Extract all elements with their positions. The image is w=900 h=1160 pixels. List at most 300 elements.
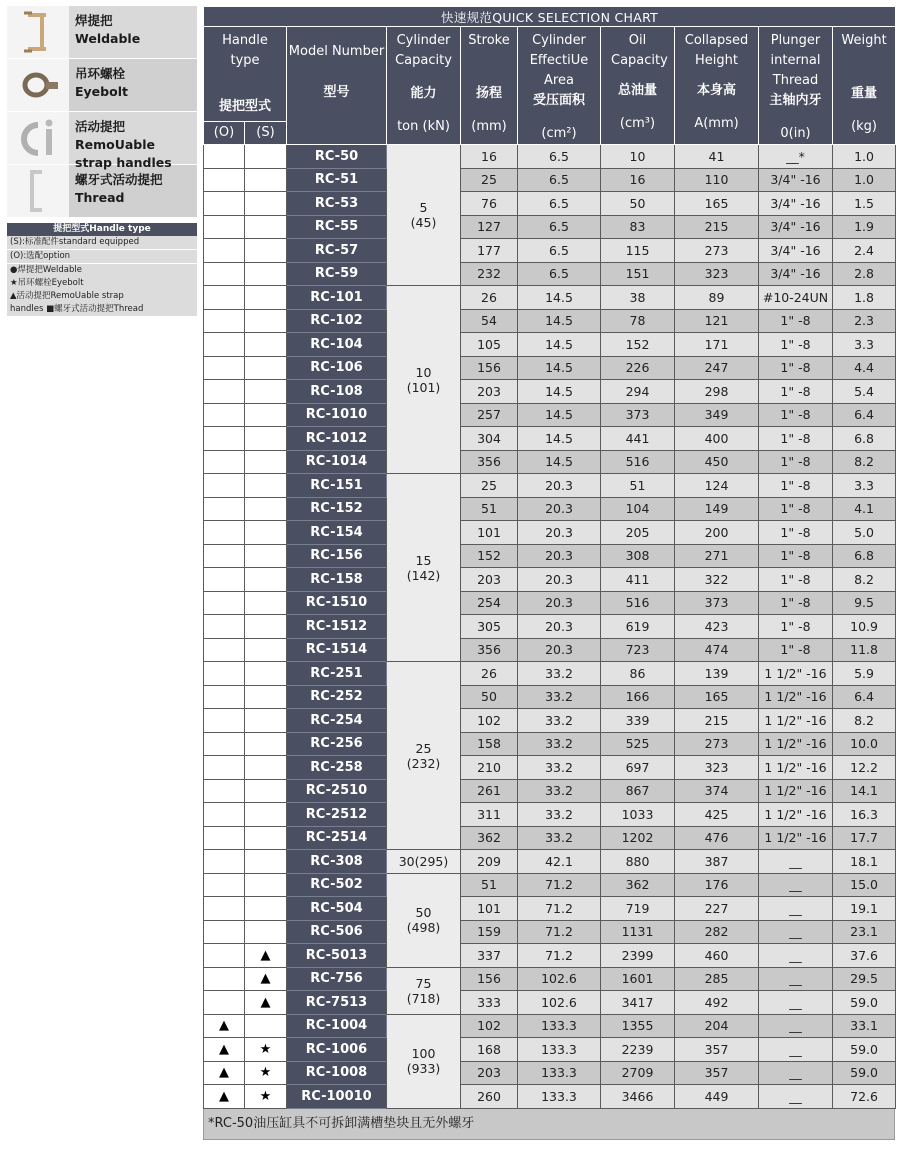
stroke-cell: 152 [461,544,518,568]
model-number-cell: RC-7513 [287,991,387,1015]
header-height-unit: A(mm) [694,116,739,131]
collapsed-height-cell: 176 [675,873,759,897]
weight-cell: 37.6 [833,944,896,968]
collapsed-height-cell: 110 [675,168,759,192]
oil-capacity-cell: 362 [601,873,675,897]
capacity-cell [387,286,461,474]
legend-item-weldable [7,6,197,58]
weight-cell: 8.2 [833,709,896,733]
handle-option-cell [204,262,245,286]
header-plunger-en: Plunger internal Thread [770,33,821,88]
area-cell: 33.2 [518,732,601,756]
handle-standard-cell [245,333,287,357]
oil-capacity-cell: 339 [601,709,675,733]
legend-zh: 焊提把 [75,13,113,28]
header-plunger [759,27,833,145]
legend-en: RemoUable [75,137,156,152]
handle-option-cell: ▲ [204,1085,245,1109]
stroke-cell: 16 [461,145,518,169]
collapsed-height-cell: 400 [675,427,759,451]
model-number-cell: RC-59 [287,262,387,286]
model-number-cell: RC-152 [287,497,387,521]
plunger-thread-cell: __ [759,1085,833,1109]
area-cell: 33.2 [518,826,601,850]
area-cell: 20.3 [518,497,601,521]
collapsed-height-cell: 121 [675,309,759,333]
area-cell: 6.5 [518,145,601,169]
plunger-thread-cell: 1" -8 [759,474,833,498]
area-cell: 14.5 [518,286,601,310]
header-area-en: Cylinder EffectiUe Area [529,33,589,88]
model-number-cell: RC-108 [287,380,387,404]
model-number-cell: RC-154 [287,521,387,545]
table-row [204,309,896,333]
stroke-cell: 254 [461,591,518,615]
handle-option-cell [204,309,245,333]
handle-option-cell [204,192,245,216]
plunger-thread-cell: 1" -8 [759,615,833,639]
weight-cell: 8.2 [833,568,896,592]
weight-cell: 8.2 [833,450,896,474]
area-cell: 20.3 [518,638,601,662]
table-row [204,873,896,897]
area-cell: 6.5 [518,215,601,239]
plunger-thread-cell: 3/4" -16 [759,239,833,263]
handle-option-cell [204,239,245,263]
stroke-cell: 50 [461,685,518,709]
header-capacity-zh: 能力 [410,86,437,101]
plunger-thread-cell: 1 1/2" -16 [759,779,833,803]
weight-cell: 15.0 [833,873,896,897]
model-number-cell: RC-5013 [287,944,387,968]
weight-cell: 4.4 [833,356,896,380]
handle-standard-cell [245,380,287,404]
header-model [287,27,387,145]
collapsed-height-cell: 373 [675,591,759,615]
handle-standard-cell [245,732,287,756]
oil-capacity-cell: 867 [601,779,675,803]
area-cell: 14.5 [518,450,601,474]
weight-cell: 72.6 [833,1085,896,1109]
collapsed-height-cell: 460 [675,944,759,968]
handle-standard-cell [245,662,287,686]
collapsed-height-cell: 349 [675,403,759,427]
model-number-cell: RC-1008 [287,1061,387,1085]
stroke-cell: 25 [461,168,518,192]
key-line: ▲活动提把RemoUable strap [7,290,197,303]
collapsed-height-cell: 273 [675,239,759,263]
stroke-cell: 101 [461,521,518,545]
area-cell: 71.2 [518,873,601,897]
header-capacity-unit: ton (kN) [397,119,450,134]
header-capacity [387,27,461,145]
plunger-thread-cell: 1" -8 [759,544,833,568]
collapsed-height-cell: 215 [675,215,759,239]
collapsed-height-cell: 323 [675,756,759,780]
handle-option-cell [204,427,245,451]
collapsed-height-cell: 282 [675,920,759,944]
stroke-cell: 257 [461,403,518,427]
table-row [204,544,896,568]
weight-cell: 1.5 [833,192,896,216]
capacity-kn: (101) [406,379,441,395]
stroke-cell: 105 [461,333,518,357]
area-cell: 102.6 [518,991,601,1015]
handle-standard-cell [245,356,287,380]
model-number-cell: RC-1014 [287,450,387,474]
stroke-cell: 127 [461,215,518,239]
table-row [204,380,896,404]
oil-capacity-cell: 1355 [601,1014,675,1038]
oil-capacity-cell: 83 [601,215,675,239]
capacity-cell [387,850,461,874]
collapsed-height-cell: 247 [675,356,759,380]
handle-standard-cell: ▲ [245,967,287,991]
handle-standard-cell [245,638,287,662]
handle-option-cell [204,544,245,568]
header-capacity-en: Cylinder Capacity [395,33,452,68]
table-row [204,756,896,780]
area-cell: 20.3 [518,615,601,639]
model-number-cell: RC-106 [287,356,387,380]
oil-capacity-cell: 1033 [601,803,675,827]
oil-capacity-cell: 1601 [601,967,675,991]
model-number-cell: RC-502 [287,873,387,897]
handle-standard-cell [245,709,287,733]
collapsed-height-cell: 374 [675,779,759,803]
handle-standard-cell [245,826,287,850]
collapsed-height-cell: 89 [675,286,759,310]
header-oil-zh: 总油量 [617,83,657,98]
model-number-cell: RC-2512 [287,803,387,827]
model-number-cell: RC-1006 [287,1038,387,1062]
handle-option-cell: ▲ [204,1014,245,1038]
model-number-cell: RC-1510 [287,591,387,615]
capacity-ton: 10 [415,364,432,380]
table-row [204,403,896,427]
header-stroke [461,27,518,145]
plunger-thread-cell: 3/4" -16 [759,192,833,216]
handle-standard-cell [245,450,287,474]
collapsed-height-cell: 139 [675,662,759,686]
collapsed-height-cell: 124 [675,474,759,498]
handle-standard-cell [245,568,287,592]
collapsed-height-cell: 387 [675,850,759,874]
table-row [204,803,896,827]
stroke-cell: 76 [461,192,518,216]
table-row [204,1085,896,1109]
area-cell: 6.5 [518,192,601,216]
table-row [204,732,896,756]
plunger-thread-cell: 1" -8 [759,427,833,451]
weight-cell: 29.5 [833,967,896,991]
table-row [204,615,896,639]
handle-option-cell [204,662,245,686]
plunger-thread-cell: __ [759,873,833,897]
header-handle-s: (S) [245,122,287,145]
capacity-ton: 75 [415,975,432,991]
header-handle-en: Handle type [222,33,268,68]
collapsed-height-cell: 425 [675,803,759,827]
oil-capacity-cell: 2239 [601,1038,675,1062]
handle-standard-cell: ★ [245,1038,287,1062]
weight-cell: 5.4 [833,380,896,404]
capacity-cell [387,662,461,850]
model-number-cell: RC-258 [287,756,387,780]
model-number-cell: RC-504 [287,897,387,921]
stroke-cell: 311 [461,803,518,827]
oil-capacity-cell: 166 [601,685,675,709]
weight-cell: 1.9 [833,215,896,239]
header-height-en: Collapsed Height [684,33,749,68]
oil-capacity-cell: 3466 [601,1085,675,1109]
oil-capacity-cell: 86 [601,662,675,686]
capacity-ton: 30(295) [398,853,449,869]
handle-option-cell [204,803,245,827]
model-number-cell: RC-308 [287,850,387,874]
handle-standard-cell [245,779,287,803]
handle-standard-cell: ▲ [245,944,287,968]
collapsed-height-cell: 200 [675,521,759,545]
handle-type-key-title: 提把型式Handle type [7,223,197,236]
area-cell: 14.5 [518,427,601,451]
plunger-thread-cell: 1" -8 [759,356,833,380]
oil-capacity-cell: 3417 [601,991,675,1015]
handle-option-cell [204,944,245,968]
area-cell: 133.3 [518,1038,601,1062]
collapsed-height-cell: 149 [675,497,759,521]
key-line: (S):标准配件standard equipped [7,236,197,250]
quick-selection-chart [203,6,895,1140]
plunger-thread-cell: 1" -8 [759,380,833,404]
plunger-thread-cell: 1" -8 [759,333,833,357]
table-row [204,1038,896,1062]
collapsed-height-cell: 165 [675,685,759,709]
collapsed-height-cell: 357 [675,1038,759,1062]
plunger-thread-cell: 1 1/2" -16 [759,803,833,827]
handle-standard-cell [245,1014,287,1038]
area-cell: 71.2 [518,897,601,921]
plunger-thread-cell: 1" -8 [759,521,833,545]
handle-standard-cell: ▲ [245,991,287,1015]
oil-capacity-cell: 308 [601,544,675,568]
oil-capacity-cell: 50 [601,192,675,216]
handle-option-cell [204,615,245,639]
area-cell: 20.3 [518,591,601,615]
table-row [204,215,896,239]
key-line: ★吊环螺栓Eyebolt [7,277,197,290]
stroke-cell: 305 [461,615,518,639]
weight-cell: 5.9 [833,662,896,686]
handle-option-cell [204,450,245,474]
table-row [204,239,896,263]
stroke-cell: 102 [461,1014,518,1038]
header-stroke-zh: 扬程 [475,86,502,101]
model-number-cell: RC-50 [287,145,387,169]
handle-option-cell [204,709,245,733]
model-number-cell: RC-1512 [287,615,387,639]
handle-option-cell [204,920,245,944]
handle-option-cell [204,685,245,709]
area-cell: 6.5 [518,239,601,263]
weight-cell: 3.3 [833,333,896,357]
table-row [204,192,896,216]
collapsed-height-cell: 476 [675,826,759,850]
area-cell: 71.2 [518,920,601,944]
area-cell: 133.3 [518,1014,601,1038]
oil-capacity-cell: 78 [601,309,675,333]
weight-cell: 12.2 [833,756,896,780]
plunger-thread-cell: 3/4" -16 [759,262,833,286]
stroke-cell: 101 [461,897,518,921]
weight-cell: 59.0 [833,1061,896,1085]
weight-cell: 11.8 [833,638,896,662]
handle-option-cell [204,732,245,756]
capacity-kn: (718) [406,990,441,1006]
capacity-cell [387,474,461,662]
handle-option-cell [204,521,245,545]
model-number-cell: RC-51 [287,168,387,192]
handle-standard-cell: ★ [245,1085,287,1109]
table-row [204,662,896,686]
handle-option-cell [204,380,245,404]
legend-en2: strap handles [75,155,172,170]
handle-option-cell [204,873,245,897]
plunger-thread-cell: 1" -8 [759,450,833,474]
legend-item-strap [7,112,197,170]
collapsed-height-cell: 271 [675,544,759,568]
collapsed-height-cell: 41 [675,145,759,169]
capacity-ton: 15 [415,552,432,568]
collapsed-height-cell: 450 [675,450,759,474]
area-cell: 42.1 [518,850,601,874]
model-number-cell: RC-1004 [287,1014,387,1038]
capacity-cell [387,967,461,1014]
handle-standard-cell [245,427,287,451]
handle-option-cell [204,286,245,310]
handle-option-cell [204,638,245,662]
collapsed-height-cell: 449 [675,1085,759,1109]
table-row [204,591,896,615]
weight-cell: 6.8 [833,427,896,451]
oil-capacity-cell: 38 [601,286,675,310]
stroke-cell: 337 [461,944,518,968]
plunger-thread-cell: __ [759,850,833,874]
plunger-thread-cell: 1" -8 [759,403,833,427]
handle-standard-cell [245,544,287,568]
header-handle-zh: 提把型式 [218,99,271,114]
capacity-kn: (142) [406,567,441,583]
key-line: handles ■螺牙式活动提把Thread [7,303,197,317]
table-row [204,168,896,192]
table-row [204,897,896,921]
model-number-cell: RC-55 [287,215,387,239]
model-number-cell: RC-53 [287,192,387,216]
header-plunger-zh: 主轴内牙 [769,93,822,108]
handle-standard-cell [245,497,287,521]
capacity-kn: (232) [406,755,441,771]
table-row [204,427,896,451]
handle-standard-cell [245,803,287,827]
stroke-cell: 156 [461,967,518,991]
oil-capacity-cell: 880 [601,850,675,874]
plunger-thread-cell: __ [759,1038,833,1062]
model-number-cell: RC-756 [287,967,387,991]
area-cell: 33.2 [518,709,601,733]
weight-cell: 59.0 [833,1038,896,1062]
collapsed-height-cell: 474 [675,638,759,662]
plunger-thread-cell: __ [759,944,833,968]
header-weight [833,27,896,145]
stroke-cell: 54 [461,309,518,333]
legend-en: Weldable [75,31,141,46]
oil-capacity-cell: 104 [601,497,675,521]
legend-zh: 吊环螺栓 [75,66,126,81]
key-line: (O):选配option [7,250,197,264]
table-row [204,685,896,709]
handle-standard-cell [245,591,287,615]
stroke-cell: 25 [461,474,518,498]
handle-option-cell [204,145,245,169]
stroke-cell: 203 [461,380,518,404]
area-cell: 71.2 [518,944,601,968]
capacity-ton: 50 [415,905,432,920]
handle-standard-cell [245,756,287,780]
table-row [204,709,896,733]
stroke-cell: 333 [461,991,518,1015]
handle-option-cell [204,850,245,874]
strap-handle-icon [7,112,69,164]
model-number-cell: RC-10010 [287,1085,387,1109]
oil-capacity-cell: 516 [601,591,675,615]
oil-capacity-cell: 619 [601,615,675,639]
oil-capacity-cell: 51 [601,474,675,498]
collapsed-height-cell: 204 [675,1014,759,1038]
stroke-cell: 356 [461,638,518,662]
model-number-cell: RC-506 [287,920,387,944]
oil-capacity-cell: 16 [601,168,675,192]
table-row [204,262,896,286]
model-number-cell: RC-1514 [287,638,387,662]
plunger-thread-cell: 1 1/2" -16 [759,756,833,780]
header-model-zh: 型号 [323,85,350,100]
collapsed-height-cell: 423 [675,615,759,639]
table-row [204,826,896,850]
capacity-ton: 25 [415,740,432,756]
legend-zh: 活动提把 [75,119,126,134]
table-row [204,638,896,662]
plunger-thread-cell: 1 1/2" -16 [759,709,833,733]
header-height-zh: 本身高 [696,83,736,98]
handle-standard-cell [245,309,287,333]
legend-item-thread [7,165,197,217]
legend-en: Thread [75,190,125,205]
area-cell: 20.3 [518,544,601,568]
table-row [204,568,896,592]
plunger-thread-cell: __ [759,920,833,944]
plunger-thread-cell: __ [759,1061,833,1085]
handle-standard-cell [245,474,287,498]
table-row [204,356,896,380]
legend-en: Eyebolt [75,84,128,99]
header-oil [601,27,675,145]
area-cell: 14.5 [518,403,601,427]
handle-standard-cell [245,920,287,944]
handle-type-key [7,223,197,317]
handle-standard-cell: ★ [245,1061,287,1085]
handle-standard-cell [245,850,287,874]
collapsed-height-cell: 322 [675,568,759,592]
